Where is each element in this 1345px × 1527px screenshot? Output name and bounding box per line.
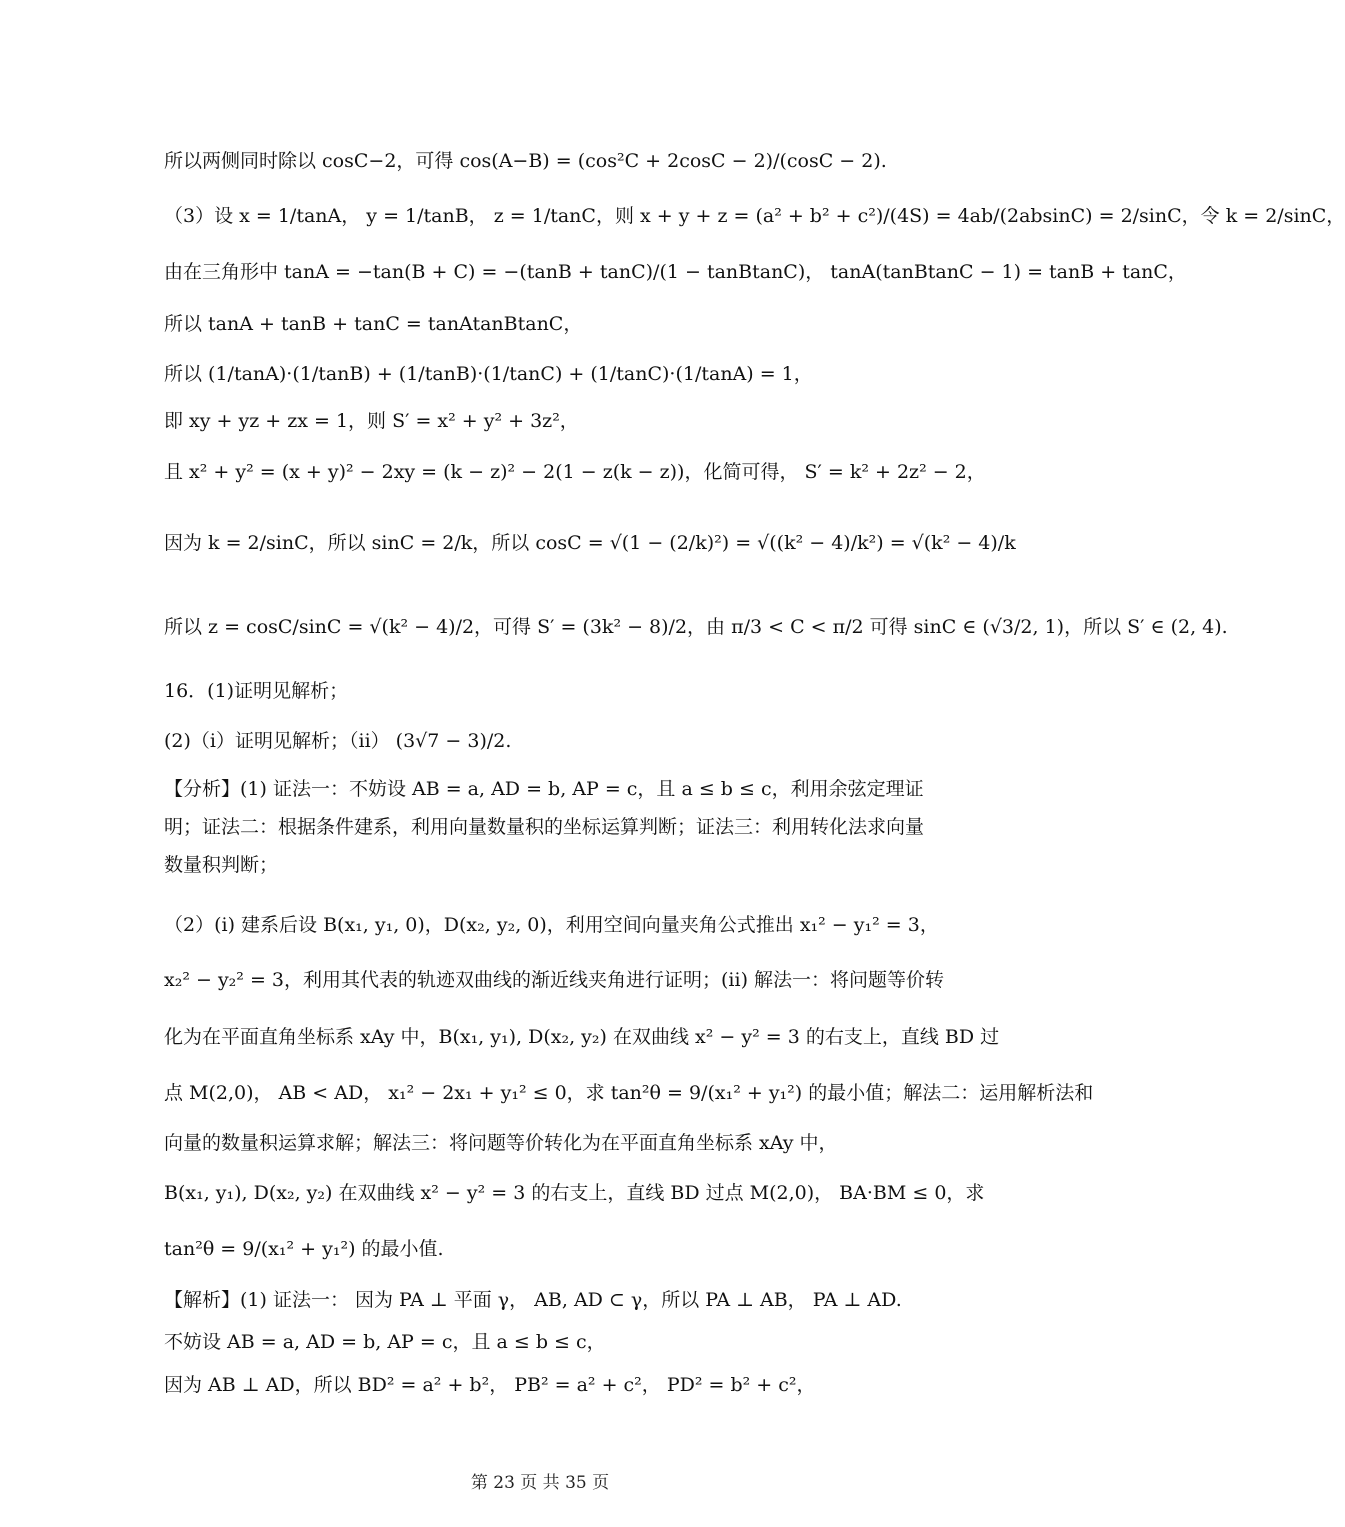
text-line-9: 所以 z = cosC/sinC = √(k² − 4)/2，可得 S′ = (3k² − 8)/2，由 π/3 < C < π/2 可得 sinC ∈ (√3/2, 1)，所以 S′ ∈ (2, 4). — [164, 616, 1228, 638]
text-line-16: 点 M(2,0)， AB < AD， x₁² − 2x₁ + y₁² ≤ 0，求 tan²θ = 9/(x₁² + y₁²) 的最小值；解法二：运用解析法和 — [164, 1082, 1094, 1104]
text-line-6: 即 xy + yz + zx = 1，则 S′ = x² + y² + 3z²， — [164, 410, 579, 432]
text-line-20: 【解析】(1) 证法一： 因为 PA ⊥ 平面 γ， AB, AD ⊂ γ，所以 PA ⊥ AB， PA ⊥ AD. — [164, 1289, 902, 1311]
text-line-3: 由在三角形中 tanA = −tan(B + C) = −(tanB + tanC)/(1 − tanBtanC)， tanA(tanBtanC − 1) = tanB + tanC， — [164, 261, 1187, 283]
text-line-10: 16．(1)证明见解析； — [164, 680, 349, 702]
text-line-14: x₂² − y₂² = 3，利用其代表的轨迹双曲线的渐近线夹角进行证明；(ii) 解法一：将问题等价转 — [164, 969, 945, 991]
text-line-7: 且 x² + y² = (x + y)² − 2xy = (k − z)² − 2(1 − z(k − z))，化简可得， S′ = k² + 2z² − 2， — [164, 461, 986, 483]
page-footer: 第 23 页 共 35 页 — [470, 1473, 610, 1493]
text-line-19: tan²θ = 9/(x₁² + y₁²) 的最小值. — [164, 1238, 444, 1260]
text-line-13: （2）(i) 建系后设 B(x₁, y₁, 0)，D(x₂, y₂, 0)，利用空间向量夹角公式推出 x₁² − y₁² = 3， — [164, 914, 939, 936]
text-line-21: 不妨设 AB = a, AD = b, AP = c，且 a ≤ b ≤ c， — [164, 1331, 606, 1353]
analysis-paragraph: 【分析】(1) 证法一：不妨设 AB = a, AD = b, AP = c，且 a ≤ b ≤ c，利用余弦定理证明；证法二：根据条件建系，利用向量数量积的坐标运算判断；证法三：利用转化法求向量数量积判断； — [164, 778, 925, 876]
text-line-8: 因为 k = 2/sinC，所以 sinC = 2/k，所以 cosC = √(1 − (2/k)²) = √((k² − 4)/k²) = √(k² − 4)/k — [164, 532, 1016, 554]
text-line-17: 向量的数量积运算求解；解法三：将问题等价转化为在平面直角坐标系 xAy 中， — [164, 1132, 838, 1154]
text-line-1: 所以两侧同时除以 cosC−2，可得 cos(A−B) = (cos²C + 2cosC − 2)/(cosC − 2). — [164, 150, 887, 172]
text-line-5: 所以 (1/tanA)·(1/tanB) + (1/tanB)·(1/tanC) + (1/tanC)·(1/tanA) = 1， — [164, 363, 813, 385]
text-line-4: 所以 tanA + tanB + tanC = tanAtanBtanC， — [164, 313, 583, 335]
text-line-2: （3）设 x = 1/tanA， y = 1/tanB， z = 1/tanC，则 x + y + z = (a² + b² + c²)/(4S) = 4ab/(2absinC) = 2/sinC，令 k = 2/sinC， — [164, 205, 1345, 227]
text-line-11: (2)（i）证明见解析；（ii） (3√7 − 3)/2. — [164, 730, 512, 752]
text-line-15: 化为在平面直角坐标系 xAy 中，B(x₁, y₁), D(x₂, y₂) 在双曲线 x² − y² = 3 的右支上，直线 BD 过 — [164, 1026, 1000, 1048]
text-line-22: 因为 AB ⊥ AD，所以 BD² = a² + b²， PB² = a² + c²， PD² = b² + c²， — [164, 1374, 816, 1396]
text-line-18: B(x₁, y₁), D(x₂, y₂) 在双曲线 x² − y² = 3 的右支上，直线 BD 过点 M(2,0)， BA·BM ≤ 0，求 — [164, 1182, 985, 1204]
